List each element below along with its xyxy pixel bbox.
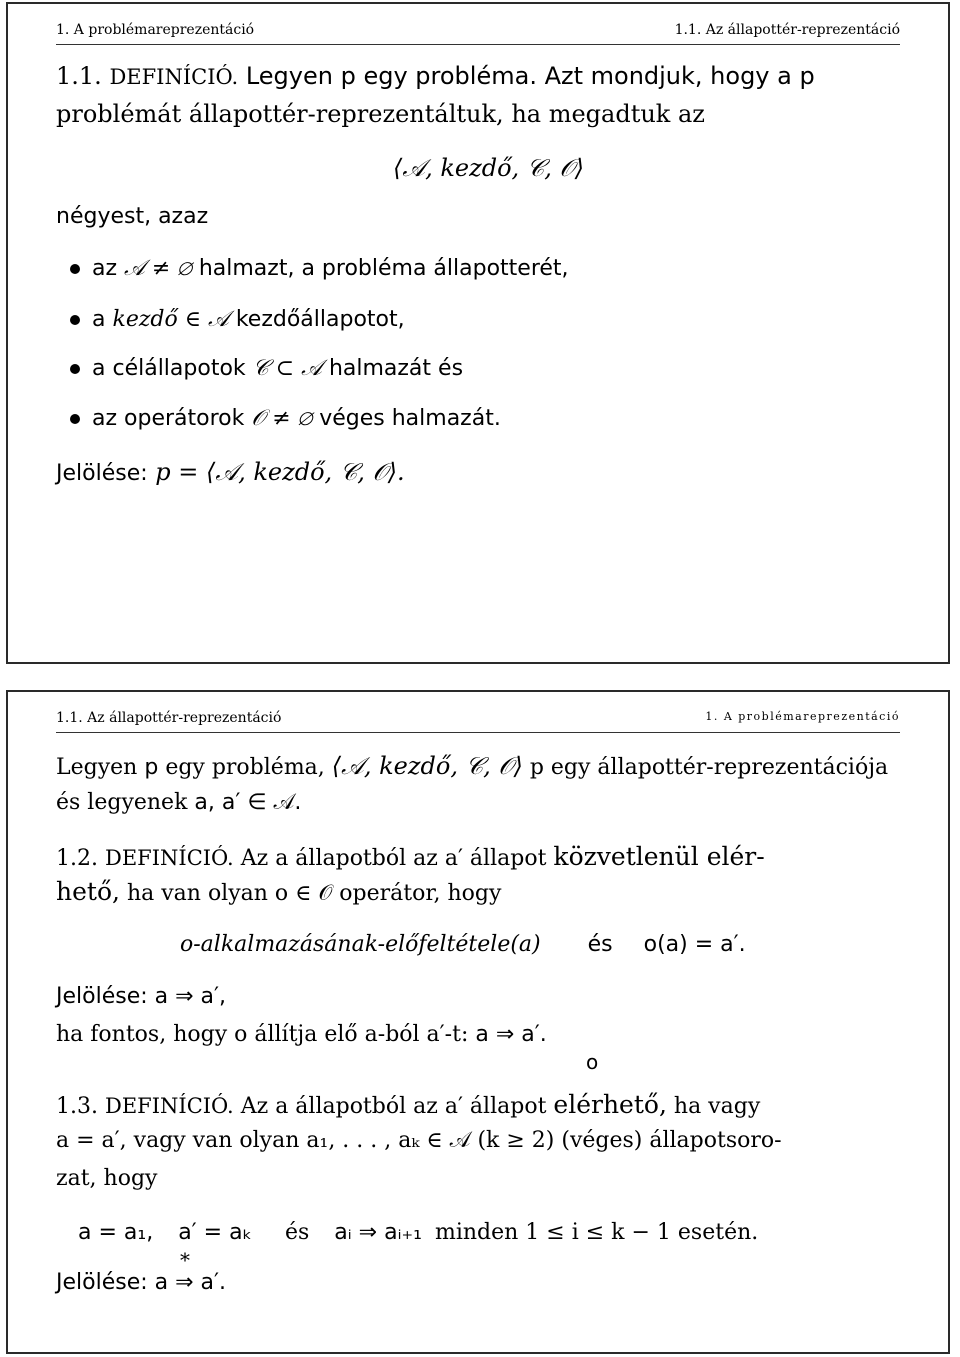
intro-line-2: és legyenek a, a′ ∈ 𝒜.: [56, 790, 302, 815]
intro-line-1: Legyen p egy probléma, ⟨𝒜, kezdő, 𝒞, 𝒪⟩ p egy állapottér-reprezentációja: [56, 752, 889, 780]
bullet-item-4: az operátorok 𝒪 ≠ ∅ véges halmazát.: [70, 406, 501, 431]
definition-line-4: négyest, azaz: [56, 204, 209, 229]
definition-1-3-line-3: zat, hogy: [56, 1166, 158, 1191]
header-right: 1.1. Az állapottér-reprezentáció: [674, 22, 900, 38]
term-kozvetlenul: közvetlenül elér-: [553, 842, 765, 871]
definition-label: DEFINÍCIÓ.: [104, 846, 234, 870]
definition-label: DEFINÍCIÓ.: [109, 65, 239, 89]
chain-condition-line: a = a₁, a′ = aₖ és aᵢ ⇒ aᵢ₊₁ minden 1 ≤ i ≤ k − 1 esetén.: [78, 1220, 759, 1245]
bullet-item-3: a célállapotok 𝒞 ⊂ 𝒜 halmazát és: [70, 356, 463, 381]
definition-line-2: problémát állapottér-reprezentáltuk, ha megadtuk az: [56, 100, 705, 128]
notation-line-1: Jelölése: a ⇒ a′,: [56, 984, 227, 1009]
tuple-display: ⟨𝒜, kezdő, 𝒞, 𝒪⟩: [393, 154, 585, 182]
definition-label: DEFINÍCIÓ.: [104, 1094, 234, 1118]
header-left: 1.1. Az állapottér-reprezentáció: [56, 710, 282, 726]
definition-1-2-line-1: 1.2. DEFINÍCIÓ. Az a állapotból az a′ állapot közvetlenül elér-: [56, 842, 765, 871]
arrow-subscript: o: [586, 1050, 599, 1074]
slide-header: [56, 18, 900, 45]
header-left: 1. A problémareprezentáció: [56, 22, 255, 38]
bullet-item-2: a kezdő ∈ 𝒜 kezdőállapotot,: [70, 307, 405, 332]
definition-1-3-line-2: a = a′, vagy van olyan a₁, . . . , aₖ ∈ 𝒜 (k ≥ 2) (véges) állapotsoro-: [56, 1128, 782, 1153]
bullet-icon: [70, 414, 80, 424]
notation-line-3: Jelölése: a ⇒ a′.: [56, 1270, 227, 1295]
term-elerheto: elérhető,: [553, 1090, 667, 1119]
definition-1-2-line-2: hető, ha van olyan o ∈ 𝒪 operátor, hogy: [56, 877, 502, 906]
bullet-icon: [70, 264, 80, 274]
bullet-icon: [70, 315, 80, 325]
star-superscript: *: [180, 1248, 190, 1272]
bullet-icon: [70, 364, 80, 374]
bullet-item-1: az 𝒜 ≠ ∅ halmazt, a probléma állapotterét,: [70, 256, 569, 281]
notation-line: Jelölése: p = ⟨𝒜, kezdő, 𝒞, 𝒪⟩.: [56, 458, 405, 486]
notation-line-2: ha fontos, hogy o állítja elő a-ból a′-t: a ⇒ a′.: [56, 1022, 547, 1047]
header-right: 1. A problémareprezentáció: [705, 710, 900, 723]
term-allapotter: állapottér-reprezentáltuk,: [188, 100, 504, 128]
condition-line: o-alkalmazásának-előfeltétele(a) és o(a) = a′.: [180, 932, 746, 957]
slide-definitions-1-2-1-3: [6, 690, 950, 1354]
definition-1-3-line-1: 1.3. DEFINÍCIÓ. Az a állapotból az a′ állapot elérhető, ha vagy: [56, 1090, 761, 1119]
definition-line-1: 1.1. DEFINÍCIÓ. Legyen p egy probléma. Azt mondjuk, hogy a p: [56, 62, 815, 90]
slide-definition-1-1: [6, 2, 950, 664]
notation-formula: p = ⟨𝒜, kezdő, 𝒞, 𝒪⟩.: [155, 458, 405, 486]
slide-header: [56, 706, 900, 733]
